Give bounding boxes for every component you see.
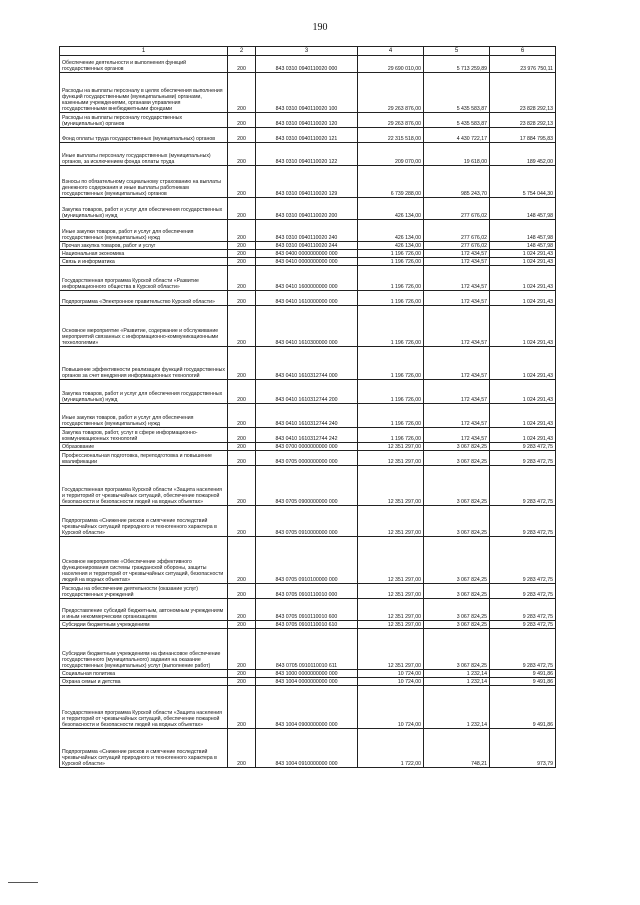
budget-classification-code: 843 1004 0900000000 000	[256, 686, 358, 729]
table-row	[60, 621, 556, 629]
budget-classification-code: 843 0705 0910110010 610	[256, 621, 358, 629]
budget-classification-code: 843 0310 0940110020 200	[256, 198, 358, 220]
budget-classification-code: 843 0310 0940110020 000	[256, 56, 358, 73]
budget-classification-code: 843 0705 0910110010 000	[256, 584, 358, 599]
table-row	[60, 451, 556, 466]
budget-classification-code: 843 0310 0940110020 244	[256, 242, 358, 250]
indicator-name: Предоставление субсидий бюджетным, автономным учреждениям и иным некоммерческим организациям	[60, 599, 228, 621]
indicator-name: Социальная политика	[60, 670, 228, 678]
unexecuted-amount: 1 024 291,43	[490, 291, 556, 306]
table-row	[60, 56, 556, 73]
table-row	[60, 73, 556, 113]
table-row	[60, 466, 556, 506]
budget-classification-code: 843 0705 0000000000 000	[256, 451, 358, 466]
indicator-name: Закупка товаров, работ и услуг для обеспечения государственных (муниципальных) нужд	[60, 198, 228, 220]
approved-amount: 29 263 876,00	[358, 73, 424, 113]
approved-amount: 12 351 297,00	[358, 599, 424, 621]
unexecuted-amount: 9 283 472,75	[490, 629, 556, 670]
indicator-name: Расходы на обеспечение деятельности (оказание услуг) государственных учреждений	[60, 584, 228, 599]
line-code: 200	[228, 506, 256, 537]
budget-classification-code: 843 0310 0940110020 240	[256, 220, 358, 242]
approved-amount: 1 196 726,00	[358, 266, 424, 291]
executed-amount: 172 434,57	[424, 250, 490, 258]
unexecuted-amount: 17 884 795,83	[490, 128, 556, 143]
table-row	[60, 113, 556, 128]
unexecuted-amount: 5 754 044,30	[490, 166, 556, 198]
unexecuted-amount: 9 283 472,75	[490, 506, 556, 537]
executed-amount: 3 067 824,25	[424, 537, 490, 584]
budget-classification-code: 843 0310 0940110020 120	[256, 113, 358, 128]
budget-classification-code: 843 0310 0940110020 122	[256, 143, 358, 166]
header-col-5: 5	[424, 47, 490, 56]
header-col-6: 6	[490, 47, 556, 56]
indicator-name: Взносы по обязательному социальному страхованию на выплаты денежного содержания и иные выплаты работникам государственных (муниципальных) органов	[60, 166, 228, 198]
line-code: 200	[228, 584, 256, 599]
budget-classification-code: 843 0705 0910110010 600	[256, 599, 358, 621]
executed-amount: 172 434,57	[424, 380, 490, 404]
table-row	[60, 670, 556, 678]
table-row	[60, 347, 556, 380]
line-code: 200	[228, 220, 256, 242]
unexecuted-amount: 9 491,86	[490, 686, 556, 729]
unexecuted-amount: 9 491,86	[490, 670, 556, 678]
header-row	[60, 47, 556, 56]
table-row	[60, 166, 556, 198]
unexecuted-amount: 148 457,98	[490, 242, 556, 250]
unexecuted-amount: 973,79	[490, 729, 556, 768]
indicator-name: Прочая закупка товаров, работ и услуг	[60, 242, 228, 250]
unexecuted-amount: 1 024 291,43	[490, 347, 556, 380]
budget-classification-code: 843 1000 0000000000 000	[256, 670, 358, 678]
approved-amount: 209 070,00	[358, 143, 424, 166]
line-code: 200	[228, 670, 256, 678]
budget-classification-code: 843 0705 0900000000 000	[256, 466, 358, 506]
table-row	[60, 242, 556, 250]
unexecuted-amount: 23 976 750,11	[490, 56, 556, 73]
executed-amount: 172 434,57	[424, 404, 490, 428]
budget-classification-code: 843 0410 1610312744 200	[256, 380, 358, 404]
line-code: 200	[228, 266, 256, 291]
unexecuted-amount: 23 828 292,13	[490, 113, 556, 128]
approved-amount: 1 196 726,00	[358, 291, 424, 306]
executed-amount: 1 232,14	[424, 678, 490, 686]
indicator-name: Профессиональная подготовка, переподготовка и повышение квалификации	[60, 451, 228, 466]
line-code: 200	[228, 380, 256, 404]
line-code: 200	[228, 428, 256, 443]
line-code: 200	[228, 198, 256, 220]
table-body	[60, 56, 556, 768]
indicator-name: Закупка товаров, работ и услуг для обеспечения государственных (муниципальных) нужд	[60, 380, 228, 404]
table-row	[60, 686, 556, 729]
executed-amount: 172 434,57	[424, 258, 490, 266]
line-code: 200	[228, 306, 256, 347]
line-code: 200	[228, 599, 256, 621]
indicator-name: Иные закупки товаров, работ и услуг для обеспечения государственных (муниципальных) нужд	[60, 404, 228, 428]
budget-classification-code: 843 0410 1610312744 240	[256, 404, 358, 428]
executed-amount: 3 067 824,25	[424, 599, 490, 621]
executed-amount: 3 067 824,25	[424, 621, 490, 629]
unexecuted-amount: 1 024 291,43	[490, 380, 556, 404]
budget-classification-code: 843 0705 0910000000 000	[256, 506, 358, 537]
executed-amount: 3 067 824,25	[424, 506, 490, 537]
indicator-name: Охрана семьи и детства	[60, 678, 228, 686]
executed-amount: 3 067 824,25	[424, 466, 490, 506]
unexecuted-amount: 1 024 291,43	[490, 428, 556, 443]
indicator-name: Подпрограмма «Электронное правительство Курской области»	[60, 291, 228, 306]
line-code: 200	[228, 73, 256, 113]
approved-amount: 1 196 726,00	[358, 258, 424, 266]
line-code: 200	[228, 128, 256, 143]
unexecuted-amount: 148 457,98	[490, 220, 556, 242]
approved-amount: 12 351 297,00	[358, 506, 424, 537]
line-code: 200	[228, 537, 256, 584]
executed-amount: 3 067 824,25	[424, 584, 490, 599]
table-row	[60, 729, 556, 768]
unexecuted-amount: 9 283 472,75	[490, 443, 556, 451]
line-code: 200	[228, 250, 256, 258]
approved-amount: 10 724,00	[358, 670, 424, 678]
indicator-name: Подпрограмма «Снижение рисков и смягчение последствий чрезвычайных ситуаций природного и техногенного характера в Курской области»	[60, 506, 228, 537]
approved-amount: 12 351 297,00	[358, 584, 424, 599]
executed-amount: 277 676,02	[424, 198, 490, 220]
approved-amount: 12 351 297,00	[358, 621, 424, 629]
indicator-name: Обеспечение деятельности и выполнения функций государственных органов	[60, 56, 228, 73]
approved-amount: 12 351 297,00	[358, 451, 424, 466]
unexecuted-amount: 9 491,86	[490, 678, 556, 686]
approved-amount: 426 134,00	[358, 198, 424, 220]
indicator-name: Повышение эффективности реализации функций государственных органов за счет внедрения информационных технологий	[60, 347, 228, 380]
approved-amount: 6 739 288,00	[358, 166, 424, 198]
executed-amount: 3 067 824,25	[424, 443, 490, 451]
approved-amount: 22 315 518,00	[358, 128, 424, 143]
table-row	[60, 537, 556, 584]
line-code: 200	[228, 686, 256, 729]
executed-amount: 748,21	[424, 729, 490, 768]
unexecuted-amount: 9 283 472,75	[490, 466, 556, 506]
table-row	[60, 506, 556, 537]
table-row	[60, 404, 556, 428]
executed-amount: 172 434,57	[424, 347, 490, 380]
table-row	[60, 258, 556, 266]
line-code: 200	[228, 143, 256, 166]
line-code: 200	[228, 466, 256, 506]
table-row	[60, 220, 556, 242]
budget-classification-code: 843 0310 0940110020 129	[256, 166, 358, 198]
table-row	[60, 266, 556, 291]
approved-amount: 1 196 726,00	[358, 347, 424, 380]
approved-amount: 12 351 297,00	[358, 629, 424, 670]
indicator-name: Субсидии бюджетным учреждениям	[60, 621, 228, 629]
indicator-name: Расходы на выплаты персоналу в целях обеспечения выполнения функций государственными (муниципальными) органами, казенными учреждениями, органами управления государственными внебюджетными фондами	[60, 73, 228, 113]
unexecuted-amount: 1 024 291,43	[490, 306, 556, 347]
unexecuted-amount: 9 283 472,75	[490, 599, 556, 621]
indicator-name: Основное мероприятие «Развитие, содержание и обслуживание мероприятий связанных с информационно-коммуникационными технологиями»	[60, 306, 228, 347]
executed-amount: 4 430 722,17	[424, 128, 490, 143]
line-code: 200	[228, 629, 256, 670]
budget-classification-code: 843 1004 0910000000 000	[256, 729, 358, 768]
approved-amount: 1 196 726,00	[358, 306, 424, 347]
indicator-name: Государственная программа Курской области «Развитие информационного общества в Курской области»	[60, 266, 228, 291]
line-code: 200	[228, 113, 256, 128]
executed-amount: 277 676,02	[424, 220, 490, 242]
approved-amount: 1 196 726,00	[358, 404, 424, 428]
unexecuted-amount: 9 283 472,75	[490, 584, 556, 599]
budget-execution-table	[59, 46, 556, 768]
table-row	[60, 250, 556, 258]
approved-amount: 10 724,00	[358, 686, 424, 729]
executed-amount: 1 232,14	[424, 670, 490, 678]
line-code: 200	[228, 678, 256, 686]
indicator-name: Иные выплаты персоналу государственных (муниципальных) органов, за исключением фонда оплаты труда	[60, 143, 228, 166]
budget-classification-code: 843 0310 0940110020 121	[256, 128, 358, 143]
budget-classification-code: 843 0700 0000000000 000	[256, 443, 358, 451]
page-number: 190	[312, 22, 328, 33]
table-row	[60, 306, 556, 347]
indicator-name: Субсидии бюджетным учреждениям на финансовое обеспечение государственного (муниципального) задания на оказание государственных (муниципальных) услуг (выполнение работ)	[60, 629, 228, 670]
line-code: 200	[228, 166, 256, 198]
approved-amount: 1 196 726,00	[358, 250, 424, 258]
budget-classification-code: 843 0410 1610312744 000	[256, 347, 358, 380]
executed-amount: 172 434,57	[424, 291, 490, 306]
executed-amount: 3 067 824,25	[424, 629, 490, 670]
executed-amount: 172 434,57	[424, 306, 490, 347]
budget-classification-code: 843 0410 1600000000 000	[256, 266, 358, 291]
line-code: 200	[228, 621, 256, 629]
approved-amount: 12 351 297,00	[358, 466, 424, 506]
line-code: 200	[228, 443, 256, 451]
approved-amount: 12 351 297,00	[358, 537, 424, 584]
header-col-4: 4	[358, 47, 424, 56]
indicator-name: Фонд оплаты труда государственных (муниципальных) органов	[60, 128, 228, 143]
budget-classification-code: 843 0410 1610000000 000	[256, 291, 358, 306]
unexecuted-amount: 1 024 291,43	[490, 258, 556, 266]
approved-amount: 29 690 010,00	[358, 56, 424, 73]
executed-amount: 985 243,70	[424, 166, 490, 198]
line-code: 200	[228, 451, 256, 466]
approved-amount: 12 351 297,00	[358, 443, 424, 451]
header-col-3: 3	[256, 47, 358, 56]
executed-amount: 172 434,57	[424, 428, 490, 443]
header-col-1: 1	[60, 47, 228, 56]
table-row	[60, 599, 556, 621]
budget-classification-code: 843 0705 0910110010 611	[256, 629, 358, 670]
unexecuted-amount: 9 283 472,75	[490, 451, 556, 466]
executed-amount: 1 232,14	[424, 686, 490, 729]
executed-amount: 19 618,00	[424, 143, 490, 166]
line-code: 200	[228, 242, 256, 250]
unexecuted-amount: 189 452,00	[490, 143, 556, 166]
executed-amount: 5 435 583,87	[424, 113, 490, 128]
indicator-name: Образование	[60, 443, 228, 451]
budget-classification-code: 843 0410 1610300000 000	[256, 306, 358, 347]
table-row	[60, 443, 556, 451]
executed-amount: 277 676,02	[424, 242, 490, 250]
line-code: 200	[228, 729, 256, 768]
line-code: 200	[228, 347, 256, 380]
approved-amount: 10 724,00	[358, 678, 424, 686]
line-code: 200	[228, 56, 256, 73]
unexecuted-amount: 1 024 291,43	[490, 266, 556, 291]
indicator-name: Связь и информатика	[60, 258, 228, 266]
table-row	[60, 678, 556, 686]
indicator-name: Иные закупки товаров, работ и услуг для обеспечения государственных (муниципальных) нужд	[60, 220, 228, 242]
budget-classification-code: 843 0410 1610312744 242	[256, 428, 358, 443]
table-row	[60, 629, 556, 670]
table-row	[60, 428, 556, 443]
budget-classification-code: 843 0310 0940110020 100	[256, 73, 358, 113]
approved-amount: 1 196 726,00	[358, 428, 424, 443]
line-code: 200	[228, 404, 256, 428]
indicator-name: Государственная программа Курской области «Защита населения и территорий от чрезвычайных ситуаций, обеспечение пожарной безопасности и безопасности людей на водных объектах»	[60, 466, 228, 506]
unexecuted-amount: 148 457,98	[490, 198, 556, 220]
indicator-name: Основное мероприятие «Обеспечение эффективного функционирования системы гражданской обороны, защиты населения и территорий от чрезвычайных ситуаций, безопасности людей на водных объектах»	[60, 537, 228, 584]
approved-amount: 29 263 876,00	[358, 113, 424, 128]
table-row	[60, 380, 556, 404]
indicator-name: Расходы на выплаты персоналу государственных (муниципальных) органов	[60, 113, 228, 128]
executed-amount: 5 713 259,89	[424, 56, 490, 73]
table-row	[60, 143, 556, 166]
indicator-name: Закупка товаров, работ, услуг в сфере информационно-коммуникационных технологий	[60, 428, 228, 443]
budget-classification-code: 843 0705 0910100000 000	[256, 537, 358, 584]
unexecuted-amount: 1 024 291,43	[490, 250, 556, 258]
unexecuted-amount: 1 024 291,43	[490, 404, 556, 428]
approved-amount: 426 134,00	[358, 242, 424, 250]
unexecuted-amount: 9 283 472,75	[490, 621, 556, 629]
line-code: 200	[228, 258, 256, 266]
table-row	[60, 291, 556, 306]
unexecuted-amount: 9 283 472,75	[490, 537, 556, 584]
unexecuted-amount: 23 828 292,13	[490, 73, 556, 113]
budget-classification-code: 843 0410 0000000000 000	[256, 258, 358, 266]
table-row	[60, 198, 556, 220]
indicator-name: Национальная экономика	[60, 250, 228, 258]
table-row	[60, 584, 556, 599]
footnote-divider	[8, 882, 38, 883]
executed-amount: 172 434,57	[424, 266, 490, 291]
line-code: 200	[228, 291, 256, 306]
table-row	[60, 128, 556, 143]
approved-amount: 426 134,00	[358, 220, 424, 242]
budget-classification-code: 843 0400 0000000000 000	[256, 250, 358, 258]
approved-amount: 1 722,00	[358, 729, 424, 768]
budget-classification-code: 843 1004 0000000000 000	[256, 678, 358, 686]
approved-amount: 1 196 726,00	[358, 380, 424, 404]
indicator-name: Подпрограмма «Снижение рисков и смягчение последствий чрезвычайных ситуаций природного и техногенного характера в Курской области»	[60, 729, 228, 768]
indicator-name: Государственная программа Курской области «Защита населения и территорий от чрезвычайных ситуаций, обеспечение пожарной безопасности и безопасности людей на водных объектах»	[60, 686, 228, 729]
executed-amount: 5 435 583,87	[424, 73, 490, 113]
executed-amount: 3 067 824,25	[424, 451, 490, 466]
header-col-2: 2	[228, 47, 256, 56]
